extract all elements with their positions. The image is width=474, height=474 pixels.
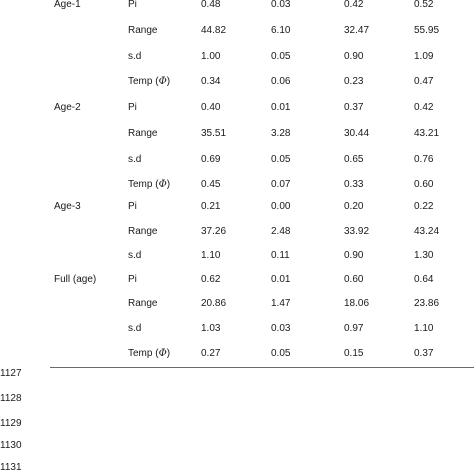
value-cell: 0.76 [414, 154, 434, 165]
table-bottom-rule [50, 367, 474, 368]
value-cell: 23.86 [414, 298, 440, 309]
value-cell: 0.22 [414, 201, 434, 212]
line-number: 1131 [0, 462, 22, 473]
line-number: 1130 [0, 440, 22, 451]
value-cell: 1.10 [414, 323, 434, 334]
value-cell: 0.27 [201, 348, 221, 359]
value-cell: 0.05 [271, 154, 291, 165]
table-row [0, 24, 474, 38]
line-number: 1127 [0, 368, 22, 379]
value-cell: 1.03 [201, 323, 221, 334]
value-cell: 0.00 [271, 201, 291, 212]
value-cell: 18.06 [344, 298, 370, 309]
value-cell: 0.52 [414, 0, 434, 10]
value-cell: 32.47 [344, 25, 370, 36]
value-cell: 33.92 [344, 226, 370, 237]
table-row [0, 225, 474, 239]
value-cell: 2.48 [271, 226, 291, 237]
group-label: Age-3 [54, 201, 81, 212]
statistic-label: Temp (Φ) [128, 179, 171, 190]
value-cell: 0.33 [344, 179, 364, 190]
value-cell: 0.07 [271, 179, 291, 190]
value-cell: 0.37 [344, 102, 364, 113]
value-cell: 0.60 [344, 274, 364, 285]
value-cell: 0.21 [201, 201, 221, 212]
value-cell: 43.21 [414, 128, 440, 139]
statistic-label: s.d [128, 154, 142, 165]
line-number: 1129 [0, 418, 22, 429]
value-cell: 1.09 [414, 51, 434, 62]
table-row [0, 50, 474, 64]
value-cell: 0.90 [344, 51, 364, 62]
table-row [0, 101, 474, 115]
value-cell: 35.51 [201, 128, 227, 139]
line-number: 1128 [0, 393, 22, 404]
value-cell: 1.47 [271, 298, 291, 309]
value-cell: 37.26 [201, 226, 227, 237]
value-cell: 0.42 [344, 0, 364, 10]
value-cell: 0.05 [271, 348, 291, 359]
value-cell: 43.24 [414, 226, 440, 237]
value-cell: 0.62 [201, 274, 221, 285]
value-cell: 0.37 [414, 348, 434, 359]
table-row [0, 127, 474, 141]
table-row [0, 273, 474, 287]
statistic-label: Range [128, 128, 158, 139]
value-cell: 0.60 [414, 179, 434, 190]
value-cell: 30.44 [344, 128, 370, 139]
statistic-label: Range [128, 298, 158, 309]
statistic-label: Range [128, 226, 158, 237]
value-cell: 55.95 [414, 25, 440, 36]
statistic-label: Range [128, 25, 158, 36]
value-cell: 0.03 [271, 0, 291, 10]
value-cell: 0.64 [414, 274, 434, 285]
statistic-label: Pi [128, 0, 137, 10]
value-cell: 1.10 [201, 250, 221, 261]
value-cell: 3.28 [271, 128, 291, 139]
group-label: Age-2 [54, 102, 81, 113]
statistic-label: s.d [128, 51, 142, 62]
table-row [0, 322, 474, 336]
table-row [0, 0, 474, 12]
value-cell: 0.01 [271, 102, 291, 113]
statistic-label: Pi [128, 201, 137, 212]
value-cell: 0.15 [344, 348, 364, 359]
value-cell: 0.01 [271, 274, 291, 285]
value-cell: 0.48 [201, 0, 221, 10]
table-row [0, 249, 474, 263]
value-cell: 44.82 [201, 25, 227, 36]
value-cell: 0.23 [344, 76, 364, 87]
value-cell: 0.90 [344, 250, 364, 261]
table-row [0, 153, 474, 167]
table-row [0, 297, 474, 311]
value-cell: 0.65 [344, 154, 364, 165]
statistic-label: Pi [128, 274, 137, 285]
value-cell: 0.69 [201, 154, 221, 165]
value-cell: 0.06 [271, 76, 291, 87]
statistic-label: Temp (Φ) [128, 76, 171, 87]
value-cell: 0.20 [344, 201, 364, 212]
value-cell: 0.42 [414, 102, 434, 113]
value-cell: 0.47 [414, 76, 434, 87]
value-cell: 1.30 [414, 250, 434, 261]
statistic-label: Pi [128, 102, 137, 113]
statistic-label: s.d [128, 323, 142, 334]
value-cell: 0.05 [271, 51, 291, 62]
value-cell: 0.40 [201, 102, 221, 113]
statistic-label: Temp (Φ) [128, 348, 171, 359]
group-label: Full (age) [54, 274, 97, 285]
value-cell: 0.45 [201, 179, 221, 190]
statistic-label: s.d [128, 250, 142, 261]
group-label: Age-1 [54, 0, 81, 10]
value-cell: 6.10 [271, 25, 291, 36]
value-cell: 1.00 [201, 51, 221, 62]
table-row [0, 200, 474, 214]
table-row [0, 75, 474, 89]
table-row [0, 347, 474, 361]
value-cell: 0.34 [201, 76, 221, 87]
value-cell: 20.86 [201, 298, 227, 309]
table-row [0, 178, 474, 192]
value-cell: 0.11 [271, 250, 290, 261]
value-cell: 0.03 [271, 323, 291, 334]
value-cell: 0.97 [344, 323, 364, 334]
